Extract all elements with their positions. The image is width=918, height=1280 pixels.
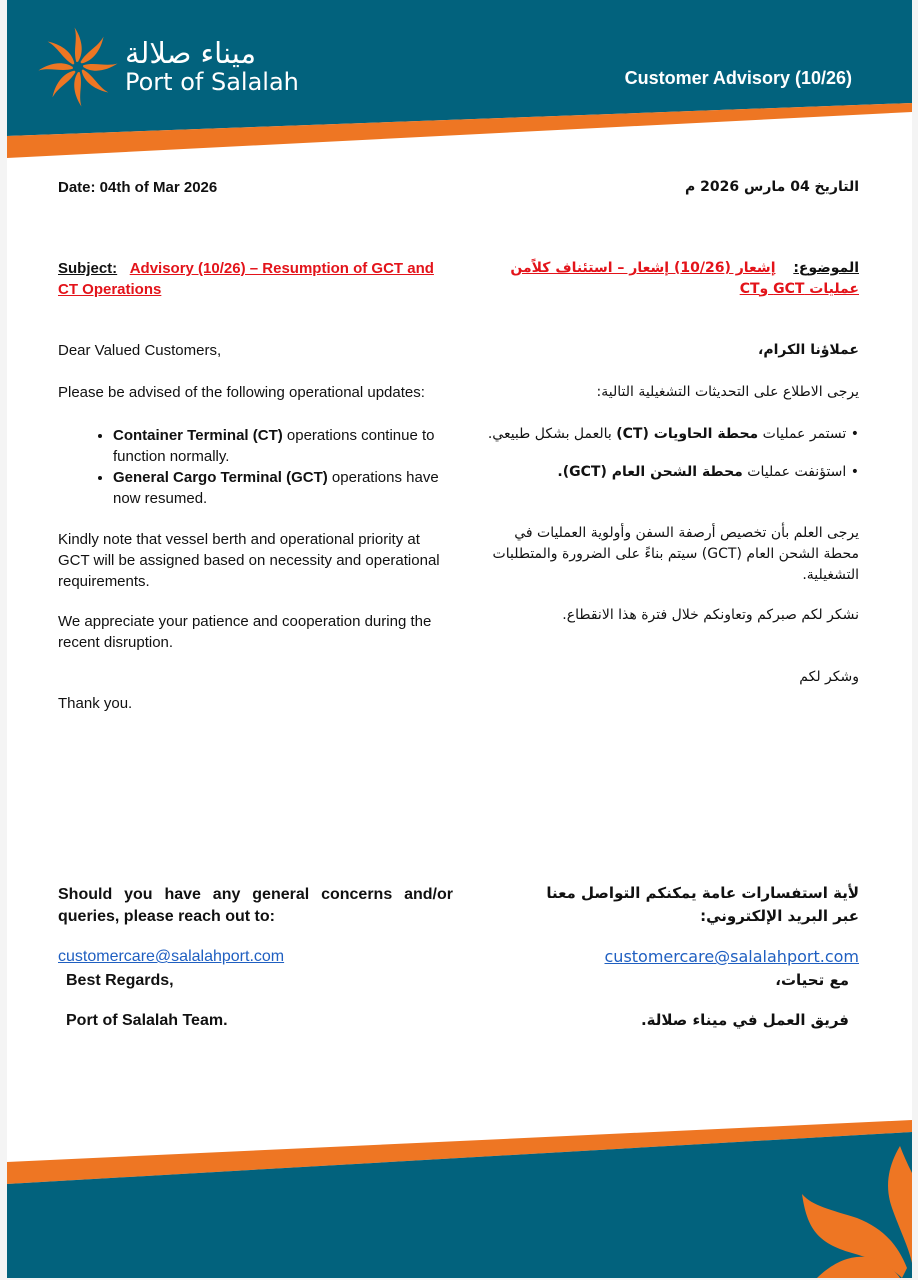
appreciation-ar: نشكر لكم صبركم وتعاونكم خلال فترة هذا الانقطاع. [562,607,859,623]
team-en: Port of Salalah Team. [66,1012,228,1029]
greeting-en: Dear Valued Customers, [58,342,222,359]
team-ar: فريق العمل في ميناء صلالة. [640,1011,849,1029]
contact-prompt-ar: لأية استفسارات عامة يمكنكم التواصل معنا عبر البريد الإلكتروني: [546,884,859,925]
subject-en [58,258,458,300]
regards-en: Best Regards, [66,972,174,989]
subject-text-en[interactable]: Advisory (10/26) – Resumption of GCT and CT Operations [58,260,434,298]
thanks-ar: وشكر لكم [799,669,859,685]
regards-ar: مع تحيات، [775,971,849,989]
subject-label-en: Subject: [58,260,118,277]
logo-english-text: Port of Salalah [125,68,299,96]
logo-arabic-text: ميناء صلالة [125,36,257,70]
email-link-ar[interactable]: customercare@salalahport.com [604,947,859,966]
advisory-page [7,0,912,1278]
note-ar: يرجى العلم بأن تخصيص أرصفة السفن وأولوية العمليات في محطة الشحن العام (GCT) سيتم بناءً على الضرورة والمتطلبات التشغيلية. [492,525,859,583]
subject-text-ar[interactable]: إشعار (10/26) إشعار – استئناف كلاًمن عمليات GCT وCT [510,260,859,297]
subject-ar [469,258,859,300]
footer-banner [7,1118,912,1278]
email-link-en[interactable]: customercare@salalahport.com [58,948,285,965]
contact-prompt-en: Should you have any general concerns and/or queries, please reach out to: [58,886,453,925]
appreciation-en: We appreciate your patience and cooperation during the recent disruption. [58,613,432,651]
thanks-en: Thank you. [58,695,133,712]
intro-en: Please be advised of the following operational updates: [58,384,425,401]
greeting-ar: عملاؤنا الكرام، [758,342,859,358]
date-ar: التاريخ 04 مارس 2026 م [685,179,859,195]
bullet-item-ar: • استؤنفت عمليات محطة الشحن العام (GCT). [557,464,859,480]
bullet-item-ar: • تستمر عمليات محطة الحاويات (CT) بالعمل بشكل طبيعي. [487,426,859,442]
contact-email-ar-wrap [459,946,859,969]
note-en: Kindly note that vessel berth and operational priority at GCT will be assigned based on necessity and operational requirements. [58,531,440,590]
bullet-item: • General Cargo Terminal (GCT) operations have now resumed. [113,467,453,509]
contact-email-en-wrap [58,946,453,967]
intro-ar: يرجى الاطلاع على التحديثات التشغيلية التالية: [596,384,859,400]
port-logo [35,24,299,110]
bullet-list-en [58,425,453,509]
bullet-item: • Container Terminal (CT) operations continue to function normally. [113,425,453,467]
subject-label-ar: الموضوع: [793,260,859,276]
date-en: Date: 04th of Mar 2026 [58,179,218,196]
sun-flower-logo-icon [35,24,121,110]
advisory-title: Customer Advisory (10/26) [624,68,852,88]
